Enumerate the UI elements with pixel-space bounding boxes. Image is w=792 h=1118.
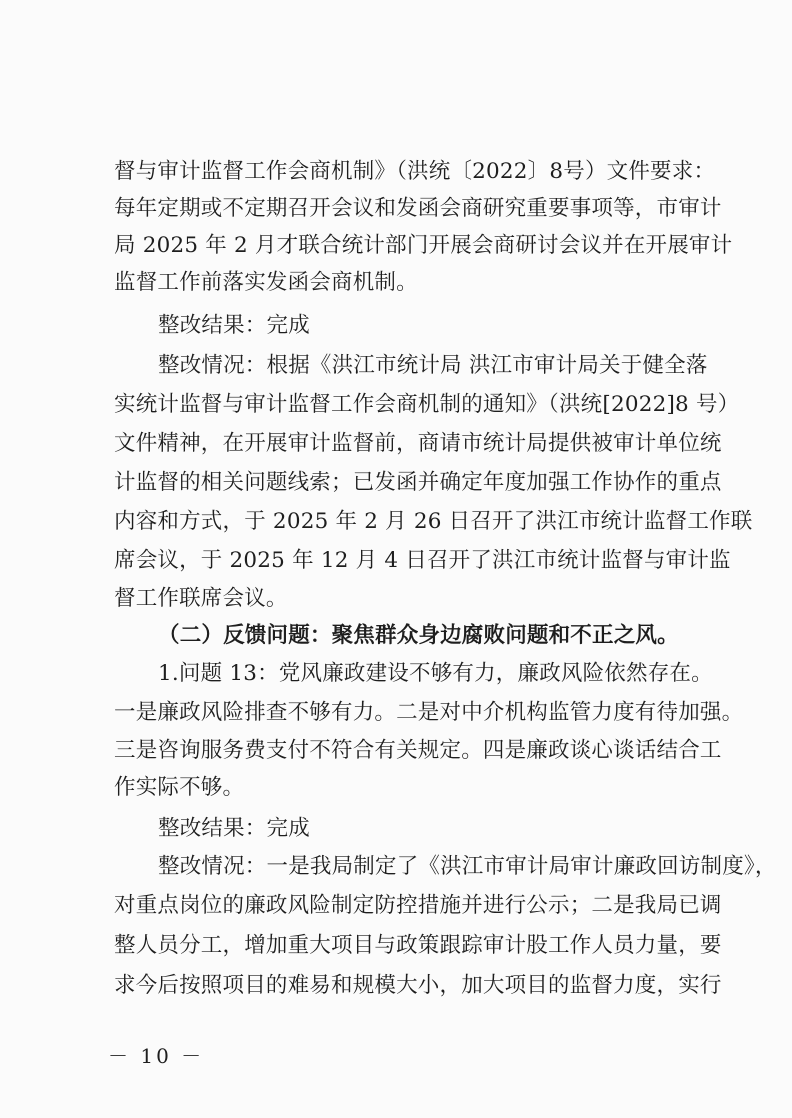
section-heading: （二）反馈问题：聚焦群众身边腐败问题和不正之风。 <box>158 623 679 648</box>
text-line: 督工作联席会议。 <box>114 586 288 611</box>
text-line: 计监督的相关问题线索；已发函并确定年度加强工作协作的重点 <box>114 470 722 495</box>
rectification-result: 整改结果：完成 <box>158 313 310 338</box>
text-line: 内容和方式，于 2025 年 2 月 26 日召开了洪江市统计监督工作联 <box>114 509 753 534</box>
text-line: 对重点岗位的廉政风险制定防控措施并进行公示；二是我局已调 <box>114 893 722 918</box>
rectification-result: 整改结果：完成 <box>158 816 310 841</box>
issue-title: 1.问题 13：党风廉政建设不够有力，廉政风险依然存在。 <box>158 661 713 686</box>
text-line: 文件精神，在开展审计监督前，商请市统计局提供被审计单位统 <box>114 431 722 456</box>
text-line: 作实际不够。 <box>114 775 245 800</box>
text-line: 求今后按照项目的难易和规模大小，加大项目的监督力度，实行 <box>114 973 722 998</box>
text-line: 整改情况：一是我局制定了《洪江市审计局审计廉政回访制度》， <box>158 854 777 879</box>
text-line: 监督工作前落实发函会商机制。 <box>114 270 418 295</box>
text-line: 整人员分工，增加重大项目与政策跟踪审计股工作人员力量，要 <box>114 933 722 958</box>
text-line: 一是廉政风险排查不够有力。二是对中介机构监管力度有待加强。 <box>114 700 744 725</box>
text-line: 局 2025 年 2 月才联合统计部门开展会商研讨会议并在开展审计 <box>114 233 733 258</box>
text-line: 督与审计监督工作会商机制》（洪统〔2022〕8号）文件要求： <box>114 159 716 184</box>
text-line: 每年定期或不定期召开会议和发函会商研究重要事项等，市审计 <box>114 196 722 221</box>
text-line: 整改情况：根据《洪江市统计局 洪江市审计局关于健全落 <box>158 353 708 378</box>
text-line: 席会议，于 2025 年 12 月 4 日召开了洪江市统计监督与审计监 <box>114 548 731 573</box>
page-number: － 10 － <box>108 1044 205 1068</box>
text-line: 实统计监督与审计监督工作会商机制的通知》（洪统[2022]8 号） <box>114 392 740 417</box>
text-line: 三是咨询服务费支付不符合有关规定。四是廉政谈心谈话结合工 <box>114 738 722 763</box>
